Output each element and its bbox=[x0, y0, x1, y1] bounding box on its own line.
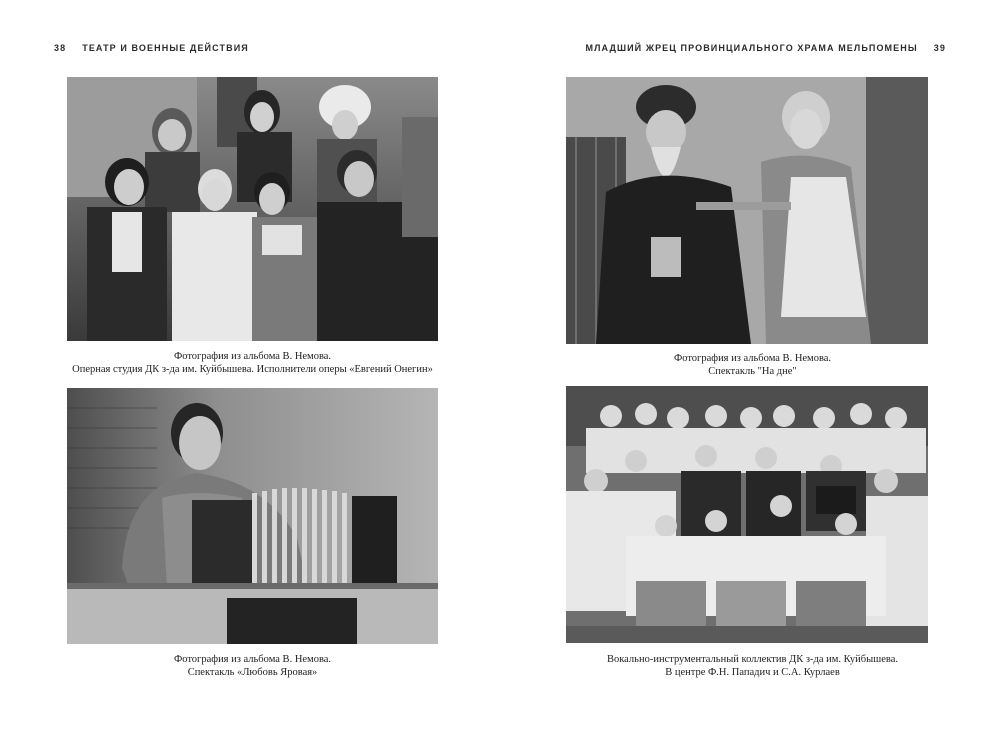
left-running-head-title: ТЕАТР И ВОЕННЫЕ ДЕЙСТВИЯ bbox=[82, 43, 249, 53]
caption-na-dne-line1: Фотография из альбома В. Немова. bbox=[673, 353, 832, 364]
caption-lyubov-line1: Фотография из альбома В. Немова. bbox=[173, 654, 332, 665]
photo-ensemble-group bbox=[566, 386, 928, 643]
caption-lyubov bbox=[40, 653, 465, 679]
caption-onegin-line2: Оперная студия ДК з-да им. Куйбышева. Исполнители оперы «Евгений Онегин» bbox=[72, 364, 433, 375]
caption-onegin bbox=[40, 350, 465, 376]
right-page bbox=[500, 0, 1000, 750]
left-page-number: 38 bbox=[54, 43, 67, 53]
photo-accordion-player bbox=[67, 388, 438, 644]
photo-na-dne-scene bbox=[566, 77, 928, 344]
left-running-head bbox=[54, 43, 249, 53]
caption-lyubov-line2: Спектакль «Любовь Яровая» bbox=[187, 667, 318, 678]
caption-onegin-line1: Фотография из альбома В. Немова. bbox=[173, 351, 332, 362]
photo-onegin-group bbox=[67, 77, 438, 341]
right-page-number: 39 bbox=[933, 43, 946, 53]
caption-ensemble-line2: В центре Ф.Н. Пападич и С.А. Курлаев bbox=[665, 667, 840, 678]
caption-na-dne bbox=[540, 352, 965, 378]
right-running-head bbox=[586, 43, 947, 53]
right-running-head-title: МЛАДШИЙ ЖРЕЦ ПРОВИНЦИАЛЬНОГО ХРАМА МЕЛЬПОМЕНЫ bbox=[585, 43, 918, 53]
caption-ensemble bbox=[540, 653, 965, 679]
caption-na-dne-line2: Спектакль "На дне" bbox=[708, 366, 797, 377]
caption-ensemble-line1: Вокально-инструментальный коллектив ДК з-да им. Куйбышева. bbox=[606, 654, 898, 665]
